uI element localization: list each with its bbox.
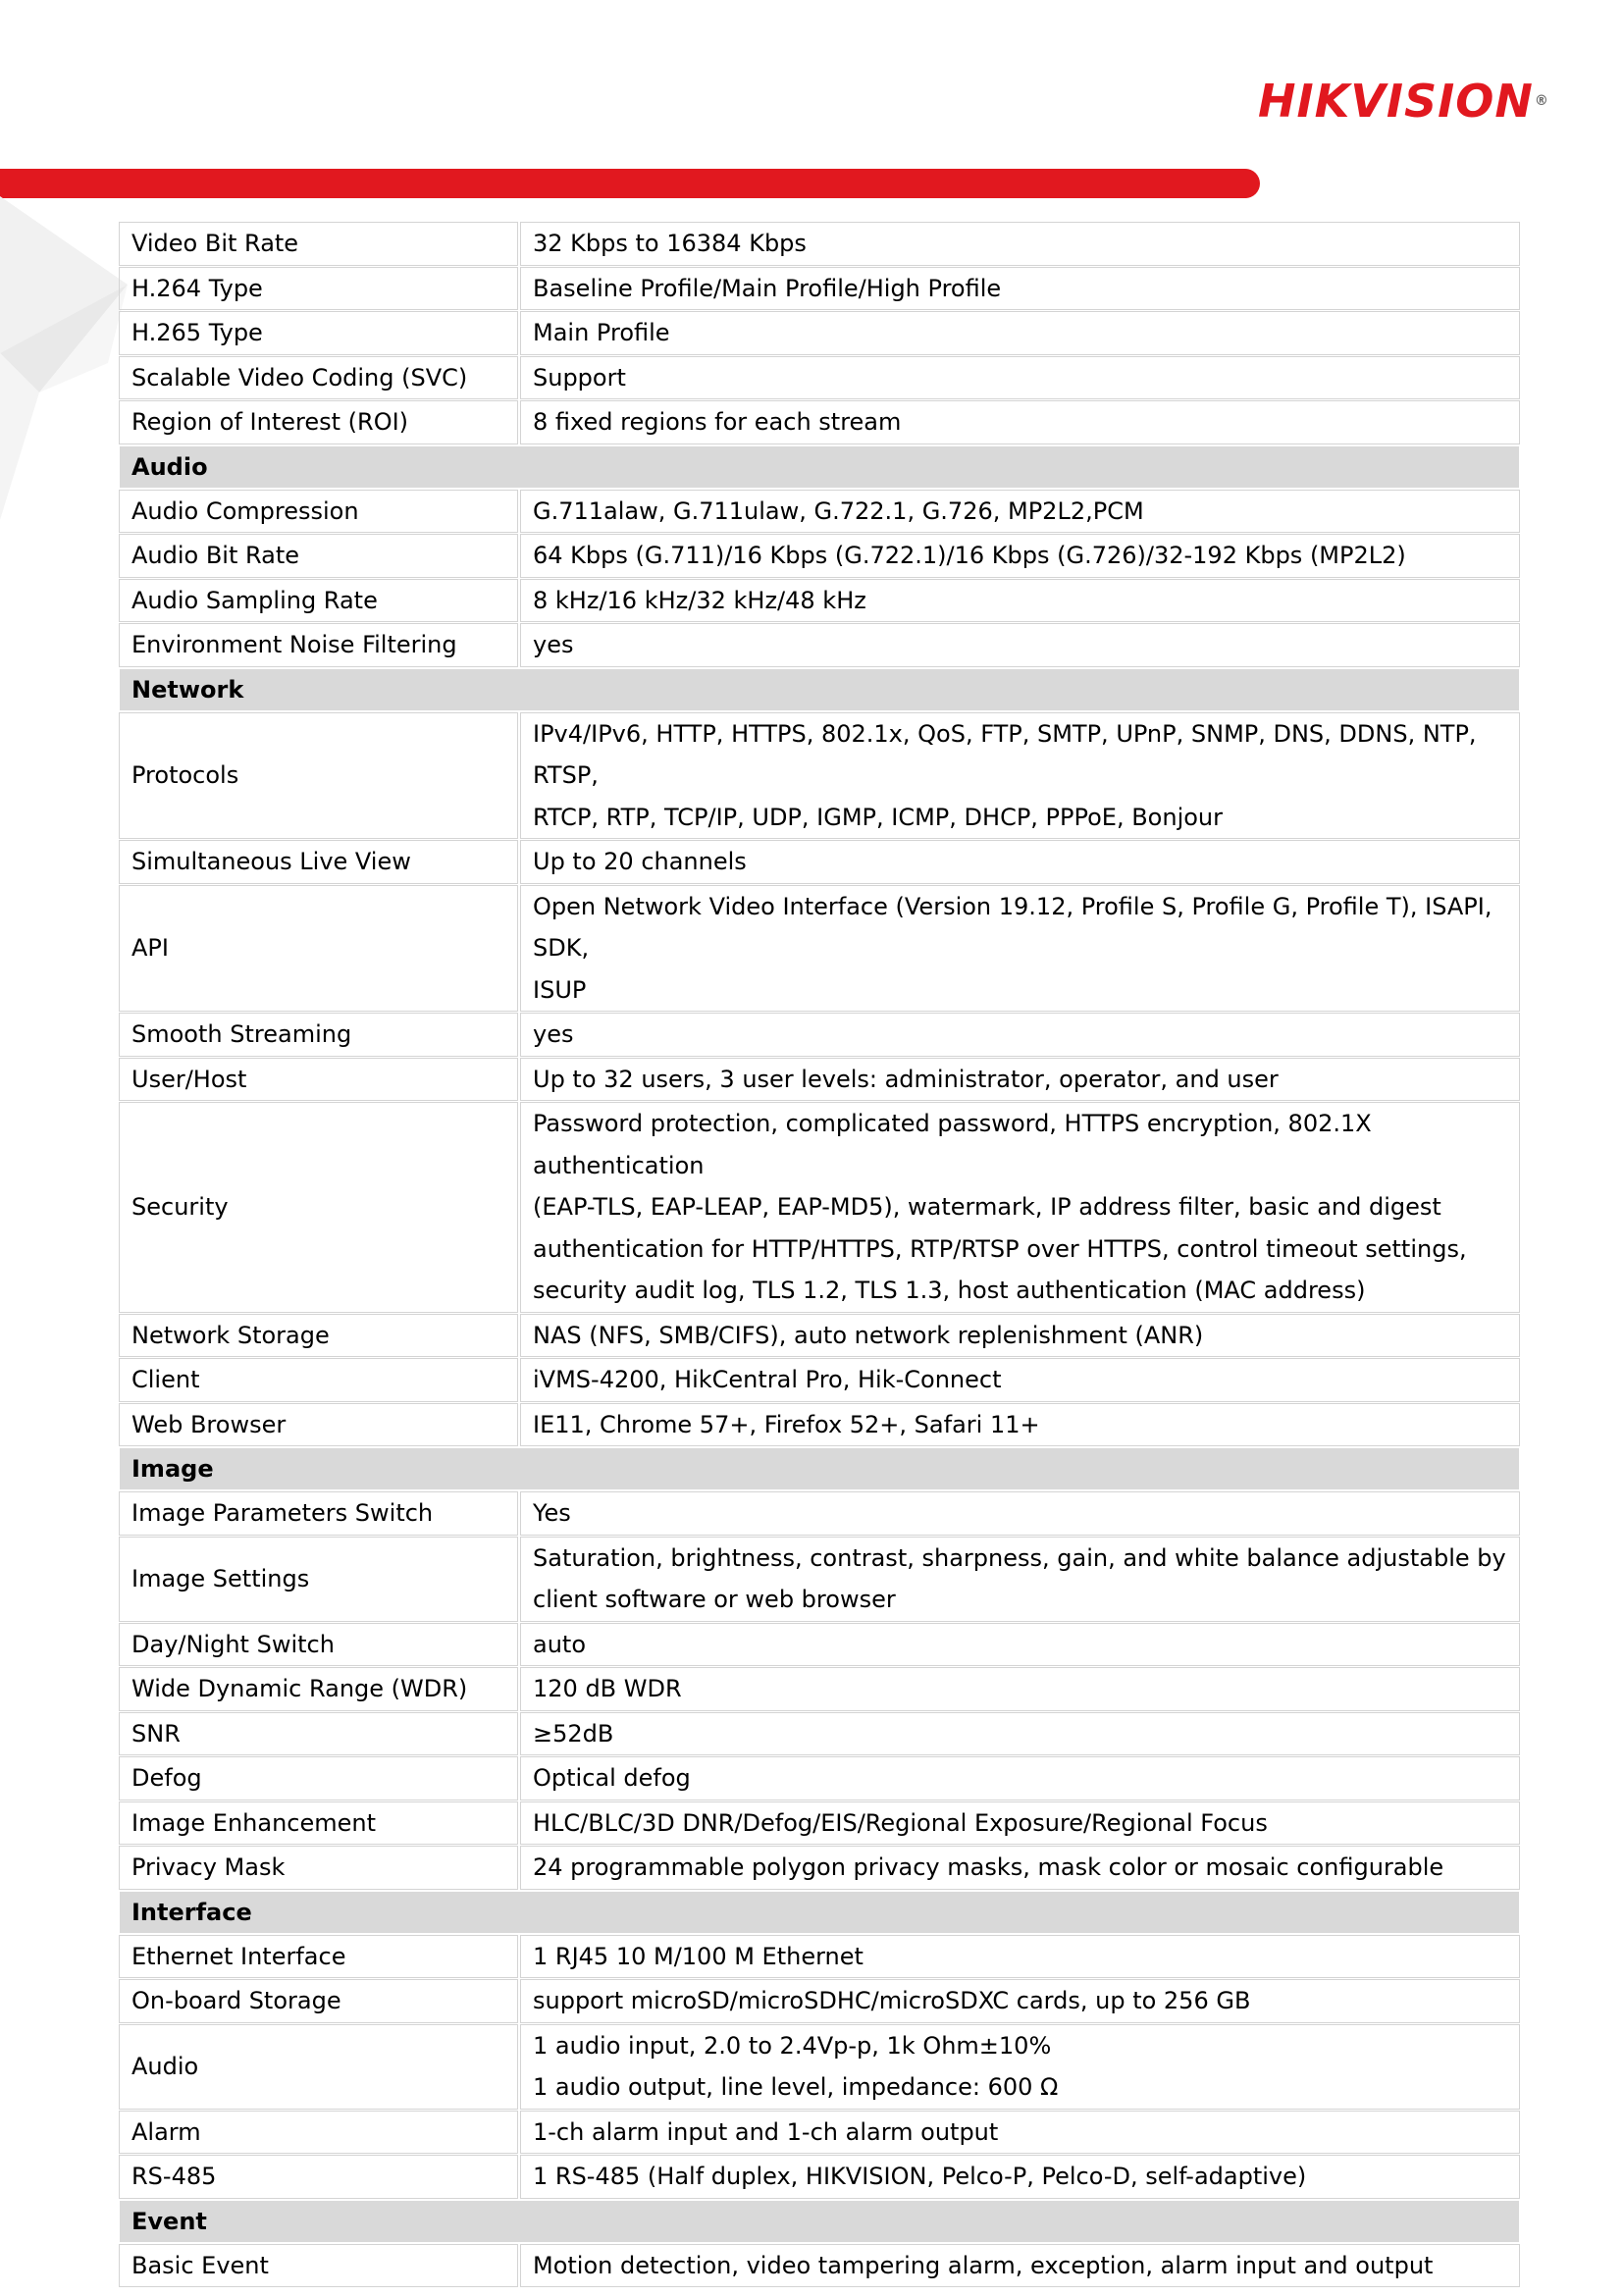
- spec-value-line: ISUP: [533, 975, 587, 1004]
- spec-value: [521, 1668, 1519, 1710]
- spec-label: Alarm: [120, 2112, 517, 2154]
- spec-label: Audio Sampling Rate: [120, 580, 517, 622]
- spec-value-line: RTCP, RTP, TCP/IP, UDP, IGMP, ICMP, DHCP, PPPoE, Bonjour: [533, 803, 1224, 831]
- table-row: [120, 1847, 1519, 1889]
- spec-label: Protocols: [120, 713, 517, 839]
- spec-value-line: HLC/BLC/3D DNR/Defog/EIS/Regional Exposure/Regional Focus: [533, 1808, 1268, 1837]
- table-row: [120, 841, 1519, 883]
- spec-label: Video Bit Rate: [120, 223, 517, 265]
- spec-value: [521, 268, 1519, 310]
- section-header-row: [120, 2201, 1519, 2242]
- table-row: [120, 2112, 1519, 2154]
- spec-label: Ethernet Interface: [120, 1936, 517, 1978]
- spec-value-line: 64 Kbps (G.711)/16 Kbps (G.722.1)/16 Kbps (G.726)/32-192 Kbps (MP2L2): [533, 542, 1406, 569]
- section-header-row: [120, 446, 1519, 488]
- section-title: Network: [120, 669, 1519, 710]
- spec-value: [521, 1359, 1519, 1401]
- spec-value-line: G.711alaw, G.711ulaw, G.722.1, G.726, MP2L2,PCM: [533, 496, 1144, 525]
- spec-value-line: 1 audio input, 2.0 to 2.4Vp-p, 1k Ohm±10%: [533, 2031, 1052, 2060]
- spec-value-line: IPv4/IPv6, HTTP, HTTPS, 802.1x, QoS, FTP, SMTP, UPnP, SNMP, DNS, DDNS, NTP, RTSP,: [533, 719, 1477, 789]
- spec-value-line: Main Profile: [533, 319, 670, 346]
- spec-value-line: 120 dB WDR: [533, 1675, 682, 1702]
- spec-label: Image Parameters Switch: [120, 1492, 517, 1535]
- spec-label: Web Browser: [120, 1404, 517, 1446]
- section-title: Interface: [120, 1892, 1519, 1933]
- spec-label: Audio Bit Rate: [120, 535, 517, 577]
- table-row: [120, 223, 1519, 265]
- table-row: [120, 1757, 1519, 1800]
- table-row: [120, 2245, 1519, 2287]
- spec-value: [521, 312, 1519, 354]
- table-row: [120, 1014, 1519, 1056]
- spec-value-line: Password protection, complicated password, HTTPS encryption, 802.1X authentication: [533, 1110, 1372, 1179]
- table-row: [120, 1538, 1519, 1621]
- table-row: [120, 401, 1519, 444]
- spec-value-line: 32 Kbps to 16384 Kbps: [533, 230, 807, 257]
- table-row: [120, 491, 1519, 533]
- spec-value: [521, 1802, 1519, 1845]
- spec-value: [521, 713, 1519, 839]
- spec-value: [521, 1103, 1519, 1312]
- spec-value: [521, 1059, 1519, 1101]
- spec-value: [521, 401, 1519, 444]
- spec-value-line: Yes: [533, 1499, 571, 1527]
- spec-value: [521, 841, 1519, 883]
- spec-label: Simultaneous Live View: [120, 841, 517, 883]
- spec-label: Basic Event: [120, 2245, 517, 2287]
- spec-label: Smooth Streaming: [120, 1014, 517, 1056]
- table-row: [120, 1492, 1519, 1535]
- spec-label: Environment Noise Filtering: [120, 624, 517, 666]
- spec-value-line: iVMS-4200, HikCentral Pro, Hik-Connect: [533, 1366, 1002, 1393]
- spec-value-line: client software or web browser: [533, 1586, 896, 1613]
- section-title: Audio: [120, 446, 1519, 488]
- spec-label: On-board Storage: [120, 1980, 517, 2022]
- table-row: [120, 1668, 1519, 1710]
- table-row: [120, 1315, 1519, 1357]
- spec-value-line: Optical defog: [533, 1764, 691, 1792]
- spec-value-line: Support: [533, 363, 626, 391]
- table-row: [120, 1713, 1519, 1755]
- spec-value-line: yes: [533, 631, 574, 658]
- spec-value-line: Motion detection, video tampering alarm, exception, alarm input and output: [533, 2251, 1434, 2279]
- spec-value: [521, 1014, 1519, 1056]
- spec-value-line: NAS (NFS, SMB/CIFS), auto network replenishment (ANR): [533, 1321, 1204, 1349]
- spec-label: Scalable Video Coding (SVC): [120, 357, 517, 399]
- spec-value-line: Saturation, brightness, contrast, sharpness, gain, and white balance adjustable by: [533, 1543, 1506, 1572]
- table-row: [120, 1059, 1519, 1101]
- spec-label: Image Settings: [120, 1538, 517, 1621]
- spec-label: Security: [120, 1103, 517, 1312]
- spec-label: Region of Interest (ROI): [120, 401, 517, 444]
- spec-value: [521, 491, 1519, 533]
- spec-value-line: support microSD/microSDHC/microSDXC cards, up to 256 GB: [533, 1987, 1251, 2014]
- spec-value: [521, 223, 1519, 265]
- table-row: [120, 1103, 1519, 1312]
- spec-value-line: (EAP-TLS, EAP-LEAP, EAP-MD5), watermark, IP address filter, basic and digest: [533, 1193, 1441, 1221]
- spec-value: [521, 357, 1519, 399]
- spec-value-line: yes: [533, 1020, 574, 1048]
- spec-value-line: 24 programmable polygon privacy masks, mask color or mosaic configurable: [533, 1853, 1444, 1881]
- spec-label: H.264 Type: [120, 268, 517, 310]
- spec-value-line: Baseline Profile/Main Profile/High Profile: [533, 274, 1002, 302]
- spec-value-line: 1-ch alarm input and 1-ch alarm output: [533, 2117, 999, 2146]
- spec-value: [521, 624, 1519, 666]
- spec-value: [521, 1315, 1519, 1357]
- spec-label: Defog: [120, 1757, 517, 1800]
- table-row: [120, 1936, 1519, 1978]
- spec-label: API: [120, 886, 517, 1012]
- spec-value: [521, 886, 1519, 1012]
- spec-value: [521, 2112, 1519, 2154]
- spec-label: Privacy Mask: [120, 1847, 517, 1889]
- spec-label: RS-485: [120, 2156, 517, 2198]
- table-row: [120, 312, 1519, 354]
- registered-mark-icon: ®: [1534, 93, 1549, 109]
- spec-value-line: 8 kHz/16 kHz/32 kHz/48 kHz: [533, 586, 866, 614]
- spec-value-line: 1 RS-485 (Half duplex, HIKVISION, Pelco-P, Pelco-D, self-adaptive): [533, 2163, 1307, 2190]
- spec-label: Image Enhancement: [120, 1802, 517, 1845]
- spec-value-line: security audit log, TLS 1.2, TLS 1.3, host authentication (MAC address): [533, 1277, 1366, 1304]
- spec-value: [521, 580, 1519, 622]
- spec-value-line: Up to 20 channels: [533, 848, 747, 875]
- table-row: [120, 1359, 1519, 1401]
- spec-value: [521, 1538, 1519, 1621]
- decorative-triangles-icon: [0, 196, 128, 530]
- header-red-bar: [0, 169, 1260, 198]
- table-row: [120, 580, 1519, 622]
- spec-value: [521, 1492, 1519, 1535]
- spec-label: User/Host: [120, 1059, 517, 1101]
- section-header-row: [120, 1448, 1519, 1489]
- table-row: [120, 535, 1519, 577]
- table-row: [120, 624, 1519, 666]
- spec-label: Day/Night Switch: [120, 1624, 517, 1666]
- spec-label: SNR: [120, 1713, 517, 1755]
- spec-value-line: Up to 32 users, 3 user levels: administrator, operator, and user: [533, 1065, 1279, 1093]
- spec-value-line: ≥52dB: [533, 1719, 614, 1748]
- table-row: [120, 1802, 1519, 1845]
- section-header-row: [120, 1892, 1519, 1933]
- spec-value: [521, 2245, 1519, 2287]
- table-row: [120, 2025, 1519, 2109]
- spec-label: H.265 Type: [120, 312, 517, 354]
- spec-label: Network Storage: [120, 1315, 517, 1357]
- spec-value-line: 1 RJ45 10 M/100 M Ethernet: [533, 1942, 864, 1970]
- spec-value: [521, 1624, 1519, 1666]
- spec-value-line: 8 fixed regions for each stream: [533, 408, 902, 436]
- spec-label: Wide Dynamic Range (WDR): [120, 1668, 517, 1710]
- spec-value: [521, 1713, 1519, 1755]
- table-row: [120, 1404, 1519, 1446]
- spec-value-line: auto: [533, 1630, 587, 1658]
- section-title: Image: [120, 1448, 1519, 1489]
- spec-value: [521, 1404, 1519, 1446]
- spec-value: [521, 1980, 1519, 2022]
- spec-value: [521, 1757, 1519, 1800]
- section-title: Event: [120, 2201, 1519, 2242]
- spec-value-line: IE11, Chrome 57+, Firefox 52+, Safari 11+: [533, 1410, 1040, 1438]
- table-row: [120, 1624, 1519, 1666]
- table-row: [120, 268, 1519, 310]
- spec-label: Audio: [120, 2025, 517, 2109]
- section-header-row: [120, 669, 1519, 710]
- spec-label: Audio Compression: [120, 491, 517, 533]
- logo-text: HIKVISION: [1258, 75, 1534, 128]
- table-row: [120, 357, 1519, 399]
- spec-value: [521, 2025, 1519, 2109]
- spec-value: [521, 535, 1519, 577]
- spec-value-line: 1 audio output, line level, impedance: 600 Ω: [533, 2073, 1059, 2101]
- spec-value-line: Open Network Video Interface (Version 19.12, Profile S, Profile G, Profile T), ISAPI, SDK,: [533, 892, 1492, 962]
- specification-table: [116, 220, 1523, 2289]
- spec-value-line: authentication for HTTP/HTTPS, RTP/RTSP over HTTPS, control timeout settings,: [533, 1234, 1467, 1263]
- table-row: [120, 1980, 1519, 2022]
- spec-value: [521, 1847, 1519, 1889]
- table-row: [120, 713, 1519, 839]
- hikvision-logo: [1258, 77, 1562, 126]
- spec-value: [521, 2156, 1519, 2198]
- spec-label: Client: [120, 1359, 517, 1401]
- table-row: [120, 2156, 1519, 2198]
- table-row: [120, 886, 1519, 1012]
- spec-value: [521, 1936, 1519, 1978]
